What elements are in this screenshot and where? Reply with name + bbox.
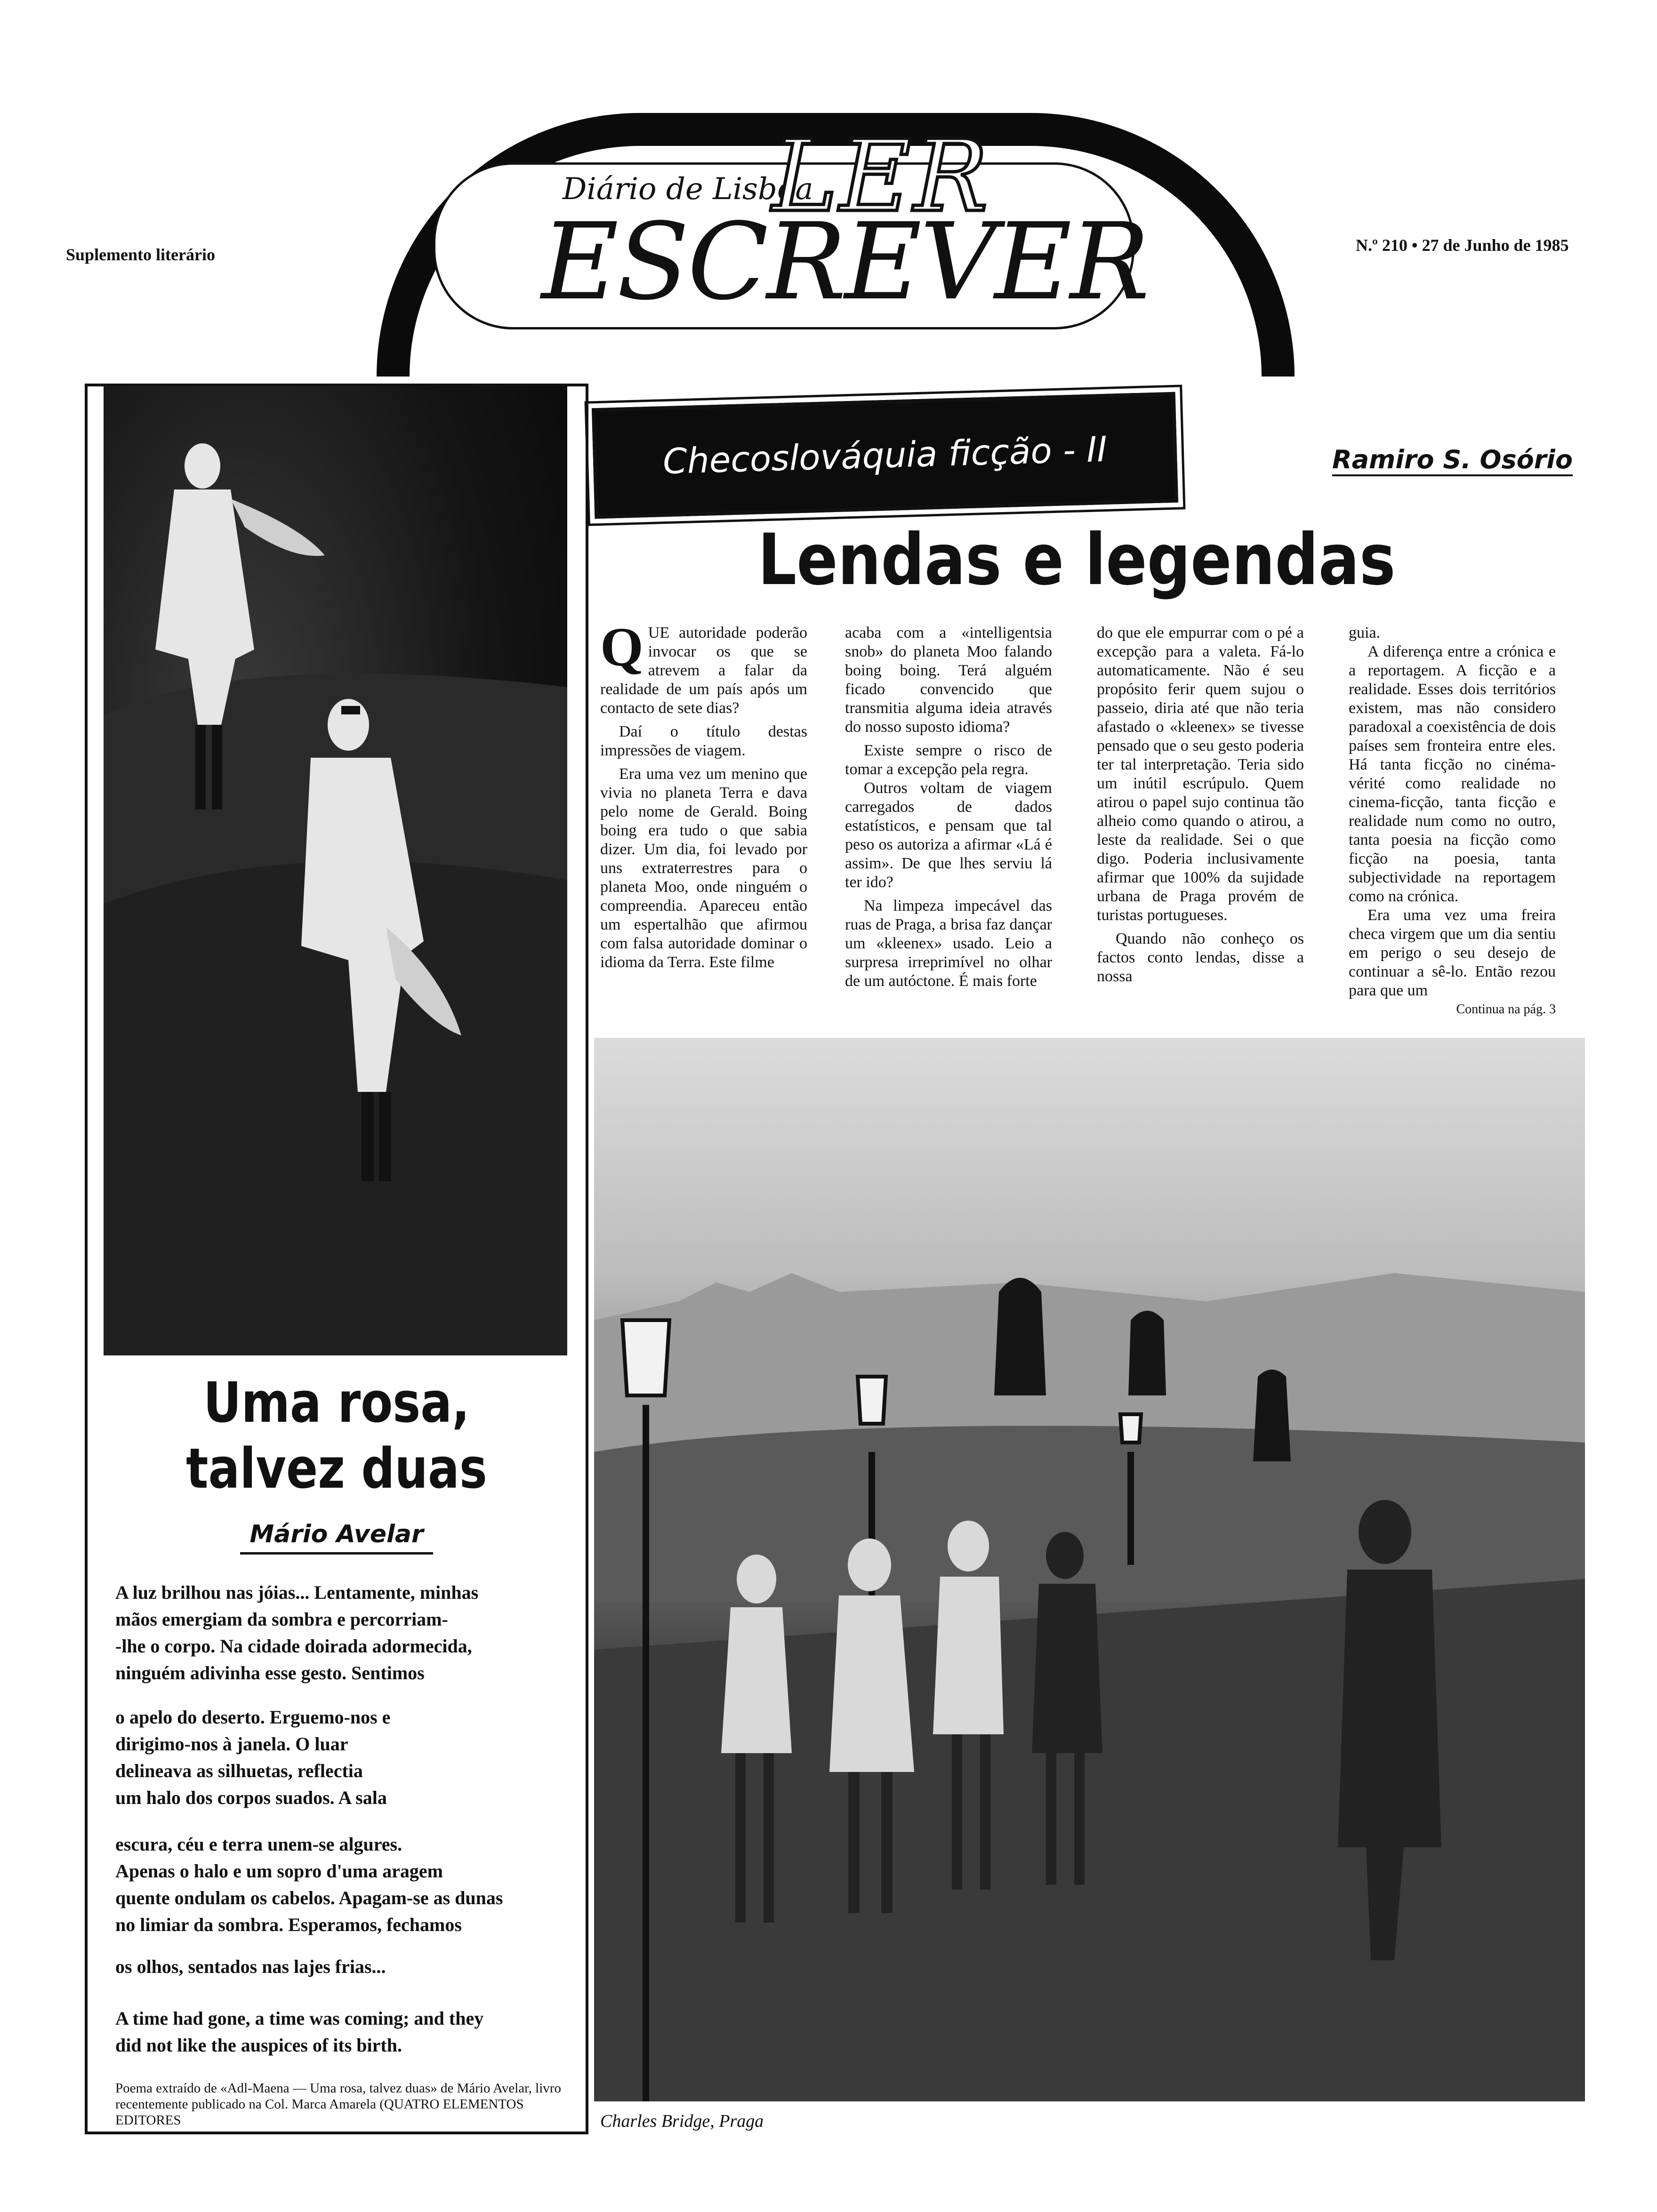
section-banner-text: Checoslováquia ficção - II [662,429,1108,482]
poem-stanza-1 [115,1579,581,1686]
poem-author-underline [240,1552,433,1555]
poem-line: no limiar da sombra. Esperamos, fechamos [115,1914,462,1935]
poem-line: escura, céu e terra unem-se algures. [115,1834,402,1855]
poem-line: mãos emergiam da sombra e percorriam- [115,1609,448,1630]
newspaper-name: Diário de Lisboa [563,172,813,207]
issue-info: N.º 210 • 27 de Junho de 1985 [1356,236,1569,255]
article-paragraph: Quando não conheço os factos conto lendas, disse a nossa [1097,930,1304,985]
poem-stanza-4 [115,1953,581,1980]
article-paragraph: Outros voltam de viagem carregados de dados estatísticos, e pensam que tal peso os autoriza a afirmar «Lá é assim». De que lhes serviu lá ter ido? [845,779,1052,891]
article-paragraph: UE autoridade poderão invocar os que se atrevem a falar da realidade de um país após um contacto de sete dias? [600,624,807,717]
poem-line: os olhos, sentados nas lajes frias... [115,1956,386,1977]
article-paragraph: Era uma vez uma freira checa virgem que um dia sentiu em perigo o seu desejo de continuar a sê-lo. Então rezou para que um [1349,906,1556,999]
article-column-3 [1097,624,1304,986]
article-paragraph: Existe sempre o risco de tomar a excepção pela regra. [845,742,1052,778]
article-headline: Lendas e legendas [758,519,1396,601]
poem-line: Apenas o halo e um sopro d'uma aragem [115,1860,443,1882]
poem-stanza-2 [115,1704,581,1811]
photo-charles-bridge [594,1038,1585,2101]
photo-bridge-illustration [594,1038,1585,2101]
poem-line: dirigimo-nos à janela. O luar [115,1733,348,1755]
poem-line: quente ondulam os cabelos. Apagam-se as dunas [115,1887,503,1908]
poem-stanza-3 [115,1831,581,1938]
poem-line: delineava as silhuetas, reflectia [115,1760,363,1781]
poem-credit: Poema extraído de «Adl-Maena — Uma rosa, talvez duas» de Mário Avelar, livro recentemente publicado na Col. Marca Amarela (QUATRO ELEMENTOS EDITORES [115,2081,561,2128]
article-paragraph: Daí o título destas impressões de viagem. [600,723,807,759]
poem-line: o apelo do deserto. Erguemo-nos e [115,1707,391,1728]
poem-line: um halo dos corpos suados. A sala [115,1787,387,1808]
photo-figures-illustration [104,386,567,1355]
article-paragraph: Na limpeza impecável das ruas de Praga, a brisa faz dançar um «kleenex» usado. Leio a surpresa irreprimível no olhar de um autóctone. É mais forte [845,897,1052,990]
masthead-title-ler: LER [772,119,990,234]
article-paragraph: guia. [1349,624,1381,641]
poem-title-line1: Uma rosa, [203,1370,470,1435]
continued-note: Continua na pág. 3 [1456,1002,1556,1017]
photo-caption: Charles Bridge, Praga [600,2111,764,2131]
poem-line: ninguém adivinha esse gesto. Sentimos [115,1662,425,1683]
article-column-2 [845,624,1052,991]
article-byline: Ramiro S. Osório [1332,445,1573,476]
article-column-4 [1349,624,1556,1019]
poem-stanza-5 [115,2005,581,2059]
poem-line: A luz brilhou nas jóias... Lentamente, minhas [115,1582,479,1603]
article-paragraph: Era uma vez um menino que vivia no planeta Terra e dava pelo nome de Gerald. Boing boing era tudo o que sabia dizer. Um dia, foi levado por uns extraterrestres para o planeta Moo, onde ninguém o compreendia. Apareceu então um espertalhão que afirmou com falsa autoridade dominar o idioma da Terra. Este filme [600,765,807,971]
poem-line: did not like the auspices of its birth. [115,2035,402,2056]
article-paragraph: do que ele empurrar com o pé a excepção para a valeta. Fá-lo automaticamente. Não é seu propósito ferir quem sujou o passeio, diria até que não teria afastado o «kleenex» se tivesse pensado que o seu gesto poderia ter tal interpretação. Teria sido um inútil escrúpulo. Quem atirou o papel sujo continua tão alheio como quando o atirou, a leste da realidade. Sei o que digo. Poderia inclusivamente afirmar que 100% da sujidade urbana de Praga provém de turistas portugueses. [1097,624,1304,924]
poem-title [125,1370,548,1501]
article-paragraph: acaba com a «intelligentsia snob» do planeta Moo falando boing boing. Terá alguém ficado convencido que transmitia alguma ideia através do nosso suposto idioma? [845,624,1052,736]
supplement-label: Suplemento literário [66,245,215,264]
poem-author: Mário Avelar [249,1520,424,1548]
poem-line: -lhe o corpo. Na cidade doirada adormecida, [115,1635,472,1657]
section-banner [592,392,1178,519]
poem-line: A time had gone, a time was coming; and they [115,2008,484,2029]
article-paragraph: A diferença entre a crónica e a reportagem. A ficção e a realidade. Esses dois territórios existem, mas não considero paradoxal a coexistência de dois países sem fronteira entre eles. Há tanta ficção no cinéma-vérité como realidade no cinema-ficção, tanta ficção e realidade num como no outro, tanta poesia na ficção como ficção na poesia, tanta subjectividade na reportagem como na crónica. [1349,643,1556,905]
photo-figures-in-dunes [104,386,567,1355]
article-column-1 [600,616,807,972]
poem-title-line2: talvez duas [186,1436,487,1501]
drop-cap: Q [600,616,643,678]
masthead-title-escrever: ESCREVER [541,200,1148,324]
